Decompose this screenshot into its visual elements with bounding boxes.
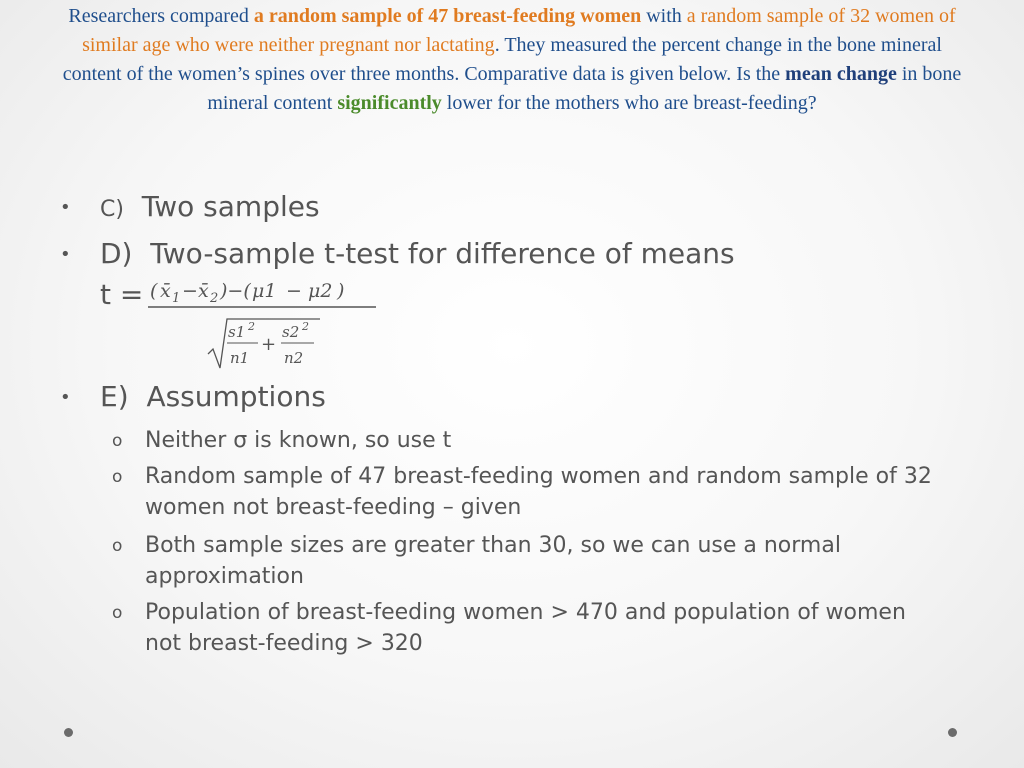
numerator-minus-2: −: [286, 280, 302, 302]
t-statistic-formula: [148, 276, 380, 372]
bullet-e-text: [100, 380, 326, 413]
numerator-middle: )−(: [220, 280, 251, 302]
n1-variable: n1: [230, 349, 250, 367]
denominator-plus: +: [261, 334, 277, 355]
bullet-d-text: [100, 237, 735, 270]
sample-1-description: a random sample of 47 breast-feeding women: [253, 5, 642, 27]
assumption-text: Neither σ is known, so use t: [145, 428, 452, 453]
decorative-dot-right: [948, 728, 957, 737]
numerator-minus-1: −: [182, 280, 198, 302]
question-part-9: lower for the mothers who are breast-feeding?: [441, 92, 817, 114]
sub-bullet-marker: o: [112, 431, 123, 451]
xbar-1-subscript: 1: [172, 291, 181, 306]
bullet-symbol: •: [60, 244, 71, 265]
mu-1: μ1: [252, 280, 277, 302]
numerator-close-paren: ): [337, 280, 345, 302]
decorative-dot-left: [64, 728, 73, 737]
assumption-text: Both sample sizes are greater than 30, so we can use a normal approximation: [145, 533, 841, 589]
xbar-2-subscript: 2: [210, 291, 219, 306]
assumption-text: Population of breast-feeding women > 470 and population of women not breast-feeding > 320: [145, 600, 906, 656]
question-part-1: Researchers compared: [68, 5, 254, 27]
bullet-c-text: [100, 190, 320, 223]
bullet-symbol: •: [60, 387, 71, 408]
sample-2-description: a random sample of 32 women of similar age who were neither pregnant nor lactating: [82, 5, 956, 56]
sub-bullet-marker: o: [112, 467, 123, 487]
mean-change-emphasis: mean change: [785, 63, 897, 85]
mu-2: μ2: [308, 280, 333, 302]
bullet-d-label: Two-sample t-test for difference of means: [150, 237, 735, 270]
sub-bullet-marker: o: [112, 536, 123, 556]
bullet-symbol: •: [60, 197, 71, 218]
xbar-1: x̄: [160, 280, 171, 302]
question-part-5: . They measured the percent change in the bone mineral content of the women’s spines over three months. Comparative data is given below. Is the: [62, 34, 942, 85]
question-part-7: in bone mineral content: [207, 63, 962, 114]
bullet-c-label: Two samples: [141, 190, 320, 223]
s1-exponent: 2: [248, 320, 255, 333]
n2-variable: n2: [284, 349, 304, 367]
s1-variable: s1: [228, 323, 246, 341]
question-part-3: with: [641, 5, 687, 27]
xbar-2: x̄: [198, 280, 209, 302]
bullet-c-letter: C): [100, 197, 124, 222]
s2-exponent: 2: [302, 320, 309, 333]
bullet-e-label: Assumptions: [146, 380, 326, 413]
sub-bullet-marker: o: [112, 603, 123, 623]
significantly-emphasis: significantly: [337, 92, 442, 114]
s2-variable: s2: [282, 323, 300, 341]
formula-lhs: t =: [100, 278, 144, 311]
question-text: [60, 2, 964, 118]
assumption-text: Random sample of 47 breast-feeding women and random sample of 32 women not breast-feeding – given: [145, 464, 932, 520]
bullet-e-letter: E): [100, 380, 129, 413]
numerator-open-paren: (: [150, 280, 158, 302]
bullet-d-letter: D): [100, 237, 133, 270]
